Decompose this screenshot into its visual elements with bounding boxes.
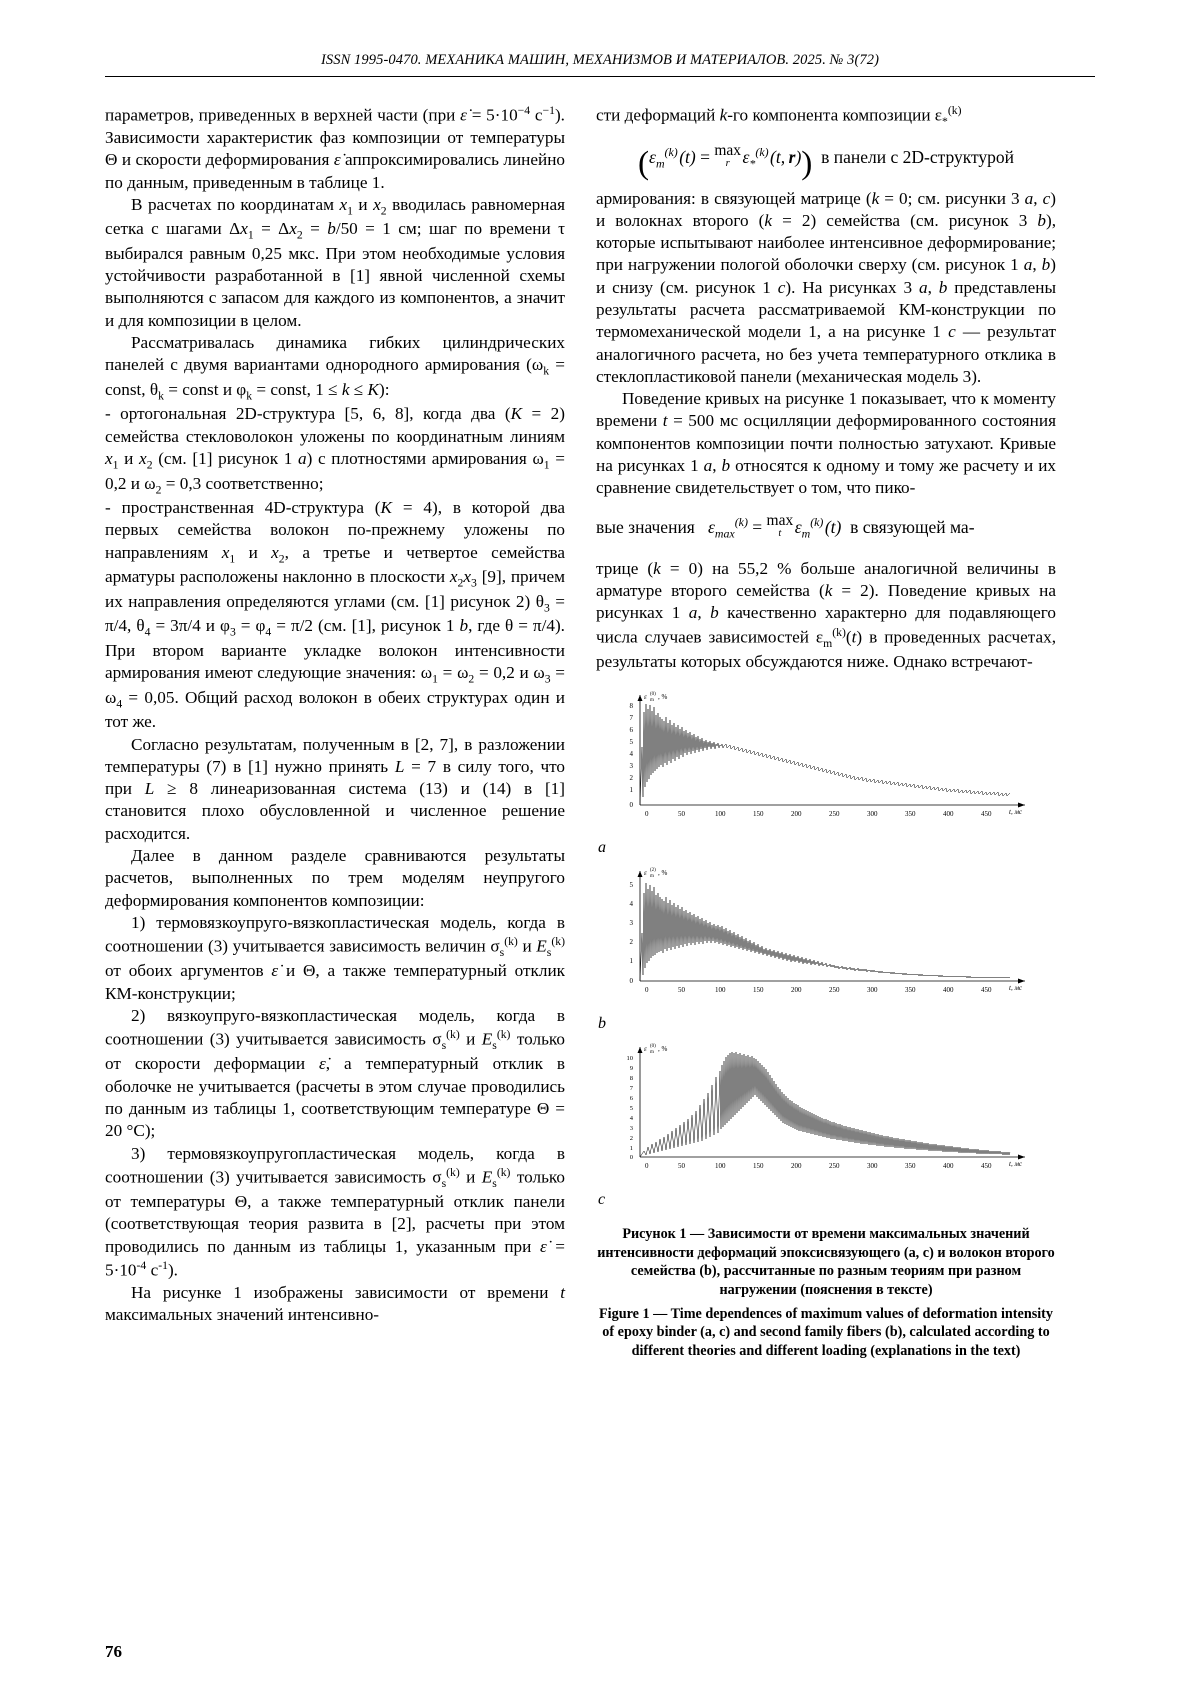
svg-text:350: 350: [905, 810, 916, 819]
chart-svg-c: [600, 1039, 1040, 1179]
svg-text:1: 1: [629, 1145, 633, 1153]
svg-text:0: 0: [629, 1154, 633, 1162]
svg-text:50: 50: [678, 1162, 685, 1171]
svg-text:8: 8: [629, 1075, 633, 1083]
chart-panel-a: [600, 687, 1040, 837]
right-column: [596, 103, 1056, 1360]
paragraph-right-4: трице (k = 0) на 55,2 % больше аналогичной величины в арматуре второго семейства (k = 2). Поведение кривых на рисунках 1 a, b качественно характерно для подавляющего числа случаев зависимостей $\varepsilon_m^{(k)}(t)$ в проведенных расчетах, результаты которых обсуждаются ниже. Однако встречают-: [596, 558, 1056, 671]
paragraph-left-4: - ортогональная 2D-структура [5, 6, 8], когда два (K = 2) семейства стекловолокон уложены по координатным линиям $x_1$ и $x_2$ (см. [1] рисунок 1 a) с плотностями армирования $\omega_1 = 0,2$ и $\omega_2 = 0,3$ соответственно;: [105, 404, 565, 496]
svg-text:, %: , %: [658, 693, 668, 702]
paragraph-left-7: Далее в данном разделе сравниваются результаты расчетов, выполненных по трем моделям неупругого деформирования компонентов композиции:: [105, 845, 565, 910]
paragraph-right-1: сти деформаций k-го компонента композиции $\varepsilon_*^{(k)}$: [596, 104, 962, 129]
panel-tag-b: b: [598, 1015, 606, 1033]
paragraph-left-1: параметров, приведенных в верхней части (при ε̇ = $5\cdot 10^{-4}$ $с^{-1}$). Зависимости характеристик фаз композиции от температуры Θ и скорости деформирования ε̇ аппроксимировались линейно по данным, приведенным в таблице 1.: [105, 104, 565, 192]
svg-text:(0): (0): [650, 692, 656, 698]
left-column: [105, 103, 565, 1326]
svg-text:4: 4: [629, 900, 633, 909]
chart-panel-c: [600, 1039, 1040, 1189]
running-head: ISSN 1995-0470. МЕХАНИКА МАШИН, МЕХАНИЗМОВ И МАТЕРИАЛОВ. 2025. № 3(72): [105, 52, 1095, 77]
svg-text:450: 450: [981, 810, 992, 819]
svg-text:t, мс: t, мс: [1009, 808, 1023, 817]
svg-text:400: 400: [943, 986, 954, 995]
svg-text:200: 200: [791, 810, 802, 819]
svg-text:4: 4: [629, 750, 633, 759]
svg-text:, %: , %: [658, 869, 668, 878]
svg-text:200: 200: [791, 986, 802, 995]
svg-text:ε: ε: [644, 1045, 647, 1054]
svg-text:t, мс: t, мс: [1009, 984, 1023, 993]
svg-text:1: 1: [629, 786, 633, 795]
svg-text:1: 1: [629, 957, 633, 966]
svg-text:50: 50: [678, 986, 685, 995]
paragraph-left-3: Рассматривалась динамика гибких цилиндрических панелей с двумя вариантами однородного армирования ($\omega_k$ = const, $\theta_k$ = const и $\varphi_k$ = const, 1 ≤ k ≤ K):: [105, 333, 565, 403]
svg-text:3: 3: [629, 762, 633, 771]
svg-text:9: 9: [629, 1065, 633, 1073]
svg-text:400: 400: [943, 1162, 954, 1171]
paragraph-left-10: 3) термовязкоупругопластическая модель, когда в соотношении (3) учитывается зависимость $\sigma_s^{(k)}$ и $E_s^{(k)}$ только от температуры Θ, а также температурный отклик панели (соответствующая теория развита в [2], расчеты при этом проводились по данным из таблицы 1, указанным при ε̇ = $5\cdot 10^{-4}$ $с^{-1}$).: [105, 1143, 565, 1280]
svg-text:t, мс: t, мс: [1009, 1160, 1023, 1169]
svg-text:6: 6: [629, 726, 633, 735]
svg-text:5: 5: [629, 881, 633, 890]
svg-text:10: 10: [626, 1055, 633, 1063]
svg-text:m: m: [650, 698, 654, 704]
svg-text:0: 0: [645, 986, 649, 995]
svg-text:2: 2: [629, 1135, 633, 1143]
svg-text:2: 2: [629, 938, 633, 947]
svg-text:50: 50: [678, 810, 685, 819]
svg-text:3: 3: [629, 1125, 633, 1133]
svg-text:450: 450: [981, 986, 992, 995]
svg-text:200: 200: [791, 1162, 802, 1171]
svg-text:(2): (2): [650, 868, 656, 874]
svg-text:100: 100: [715, 986, 726, 995]
svg-text:300: 300: [867, 810, 878, 819]
svg-text:0: 0: [629, 977, 633, 986]
svg-text:ε: ε: [644, 693, 647, 702]
svg-text:m: m: [650, 1050, 654, 1056]
chart-svg-a: [600, 687, 1040, 827]
chart-svg-b: [600, 863, 1040, 1003]
paragraph-left-8: 1) термовязкоупруго-вязкопластическая модель, когда в соотношении (3) учитывается зависимость величин $\sigma_s^{(k)}$ и $E_s^{(k)}$ от обоих аргументов ε̇ и Θ, а также температурный отклик КМ-конструкции;: [105, 912, 565, 1003]
paragraph-left-11: На рисунке 1 изображены зависимости от времени t максимальных значений интенсивно-: [105, 1282, 565, 1325]
svg-text:3: 3: [629, 919, 633, 928]
svg-text:150: 150: [753, 986, 764, 995]
svg-text:150: 150: [753, 1162, 764, 1171]
figure-1: [596, 687, 1056, 1360]
svg-text:(0): (0): [650, 1044, 656, 1050]
figure-caption-ru: Рисунок 1 — Зависимости от времени максимальных значений интенсивности деформаций эпоксисвязующего (a, c) и волокон второго семейства (b), рассчитанные по разным теориям при разном нагружении (пояснения в тексте): [597, 1226, 1055, 1298]
svg-text:250: 250: [829, 1162, 840, 1171]
paragraph-left-9: 2) вязкоупруго-вязкопластическая модель, когда в соотношении (3) учитывается зависимость $\sigma_s^{(k)}$ и $E_s^{(k)}$ только от скорости деформации ε̇, а температурный отклик в оболочке не учитывается (расчеты в этом случае проводились по данным из таблицы 1, соответствующим температуре Θ = 20 °C);: [105, 1005, 565, 1141]
svg-text:150: 150: [753, 810, 764, 819]
figure-caption: [596, 1225, 1056, 1360]
svg-text:8: 8: [629, 702, 633, 711]
svg-text:100: 100: [715, 1162, 726, 1171]
svg-text:ε: ε: [644, 869, 647, 878]
svg-text:7: 7: [629, 1085, 633, 1093]
svg-text:300: 300: [867, 986, 878, 995]
svg-text:300: 300: [867, 1162, 878, 1171]
svg-text:350: 350: [905, 986, 916, 995]
svg-text:250: 250: [829, 986, 840, 995]
paragraph-right-3: Поведение кривых на рисунке 1 показывает, что к моменту времени t = 500 мс осцилляции деформированного состояния компонентов композиции почти полностью затухают. Кривые на рисунках 1 a, b относятся к одному и тому же расчету и их сравнение свидетельствует о том, что пико-: [596, 389, 1057, 498]
formula-epsilon-m: ($\varepsilon_m^{(k)}$ (t) = max r $\varepsilon_*^{(k)}$ (t, r)) в панели с 2D-структурой: [637, 142, 1015, 182]
svg-text:0: 0: [629, 801, 633, 810]
svg-text:7: 7: [629, 714, 633, 723]
svg-text:5: 5: [629, 738, 633, 747]
formula-epsilon-max: вые значения $\varepsilon_{max}^{(k)}$ = max t $\varepsilon_m^{(k)}$ (t) в связующей ма-: [596, 512, 975, 541]
paragraph-left-5: - пространственная 4D-структура (K = 4), в которой два первых семейства волокон по-прежнему уложены по направлениям $x_1$ и $x_2$, а третье и четвертое семейства арматуры расположены наклонно в плоскости $x_2x_3$ [9], причем их направления определяются углами (см. [1] рисунок 2) $\theta_3 = \pi/4$, $\theta_4 = 3\pi/4$ и $\varphi_3 = \varphi_4 = \pi/2$ (см. [1], рисунок 1 b, где θ = π/4). При втором варианте укладке волокон интенсивности армирования имеют следующие значения: $\omega_1 = \omega_2 = 0,2$ и $\omega_3 = \omega_4 = 0,05$. Общий расход волокон в обеих структурах один и тот же.: [105, 498, 565, 732]
svg-text:, %: , %: [658, 1045, 668, 1054]
svg-text:350: 350: [905, 1162, 916, 1171]
chart-panel-b: [600, 863, 1040, 1013]
svg-text:450: 450: [981, 1162, 992, 1171]
two-column-layout: [105, 103, 1095, 1360]
panel-tag-a: a: [598, 839, 606, 857]
svg-text:6: 6: [629, 1095, 633, 1103]
panel-tag-c: c: [598, 1191, 606, 1209]
svg-text:4: 4: [629, 1115, 633, 1123]
svg-text:100: 100: [715, 810, 726, 819]
svg-text:0: 0: [645, 810, 649, 819]
svg-text:2: 2: [629, 774, 633, 783]
svg-text:0: 0: [645, 1162, 649, 1171]
figure-caption-en: Figure 1 — Time dependences of maximum values of deformation intensity of epoxy binder (a, c) and second family fibers (b), calculated according to different theories and different loading (explanations in the text): [599, 1305, 1053, 1359]
svg-text:250: 250: [829, 810, 840, 819]
paragraph-left-2: В расчетах по координатам $x_1$ и $x_2$ вводилась равномерная сетка с шагами $\Delta x_1 = \Delta x_2 = b/50 = 1$ см; шаг по времени τ выбирался равным 0,25 мкс. При этом необходимые условия устойчивости разработанной в [1] явной численной схемы выполняются с запасом для каждого из компонентов, а значит и для композиции в целом.: [105, 194, 566, 330]
svg-text:m: m: [650, 874, 654, 880]
paragraph-left-6: Согласно результатам, полученным в [2, 7], в разложении температуры (7) в [1] нужно принять L = 7 в силу того, что при L ≥ 8 линеаризованная система (13) и (14) в [1] становится плохо обусловленной и численное решение расходится.: [105, 734, 566, 843]
svg-text:400: 400: [943, 810, 954, 819]
svg-text:5: 5: [629, 1105, 633, 1113]
page-number: 76: [105, 1642, 122, 1661]
paragraph-right-2: армирования: в связующей матрице (k = 0; см. рисунки 3 a, c) и волокнах второго (k = 2) семейства (см. рисунок 3 b), которые испытывают наиболее интенсивное деформирование; при нагружении пологой оболочки сверху (см. рисунок 1 a, b) и снизу (см. рисунок 1 c). На рисунках 3 a, b представлены результаты расчета рассматриваемой КМ-конструкции по термомеханической модели 1, а на рисунке 1 c — результат аналогичного расчета, но без учета температурного отклика в стеклопластиковой панели (механическая модель 3).: [596, 188, 1057, 386]
